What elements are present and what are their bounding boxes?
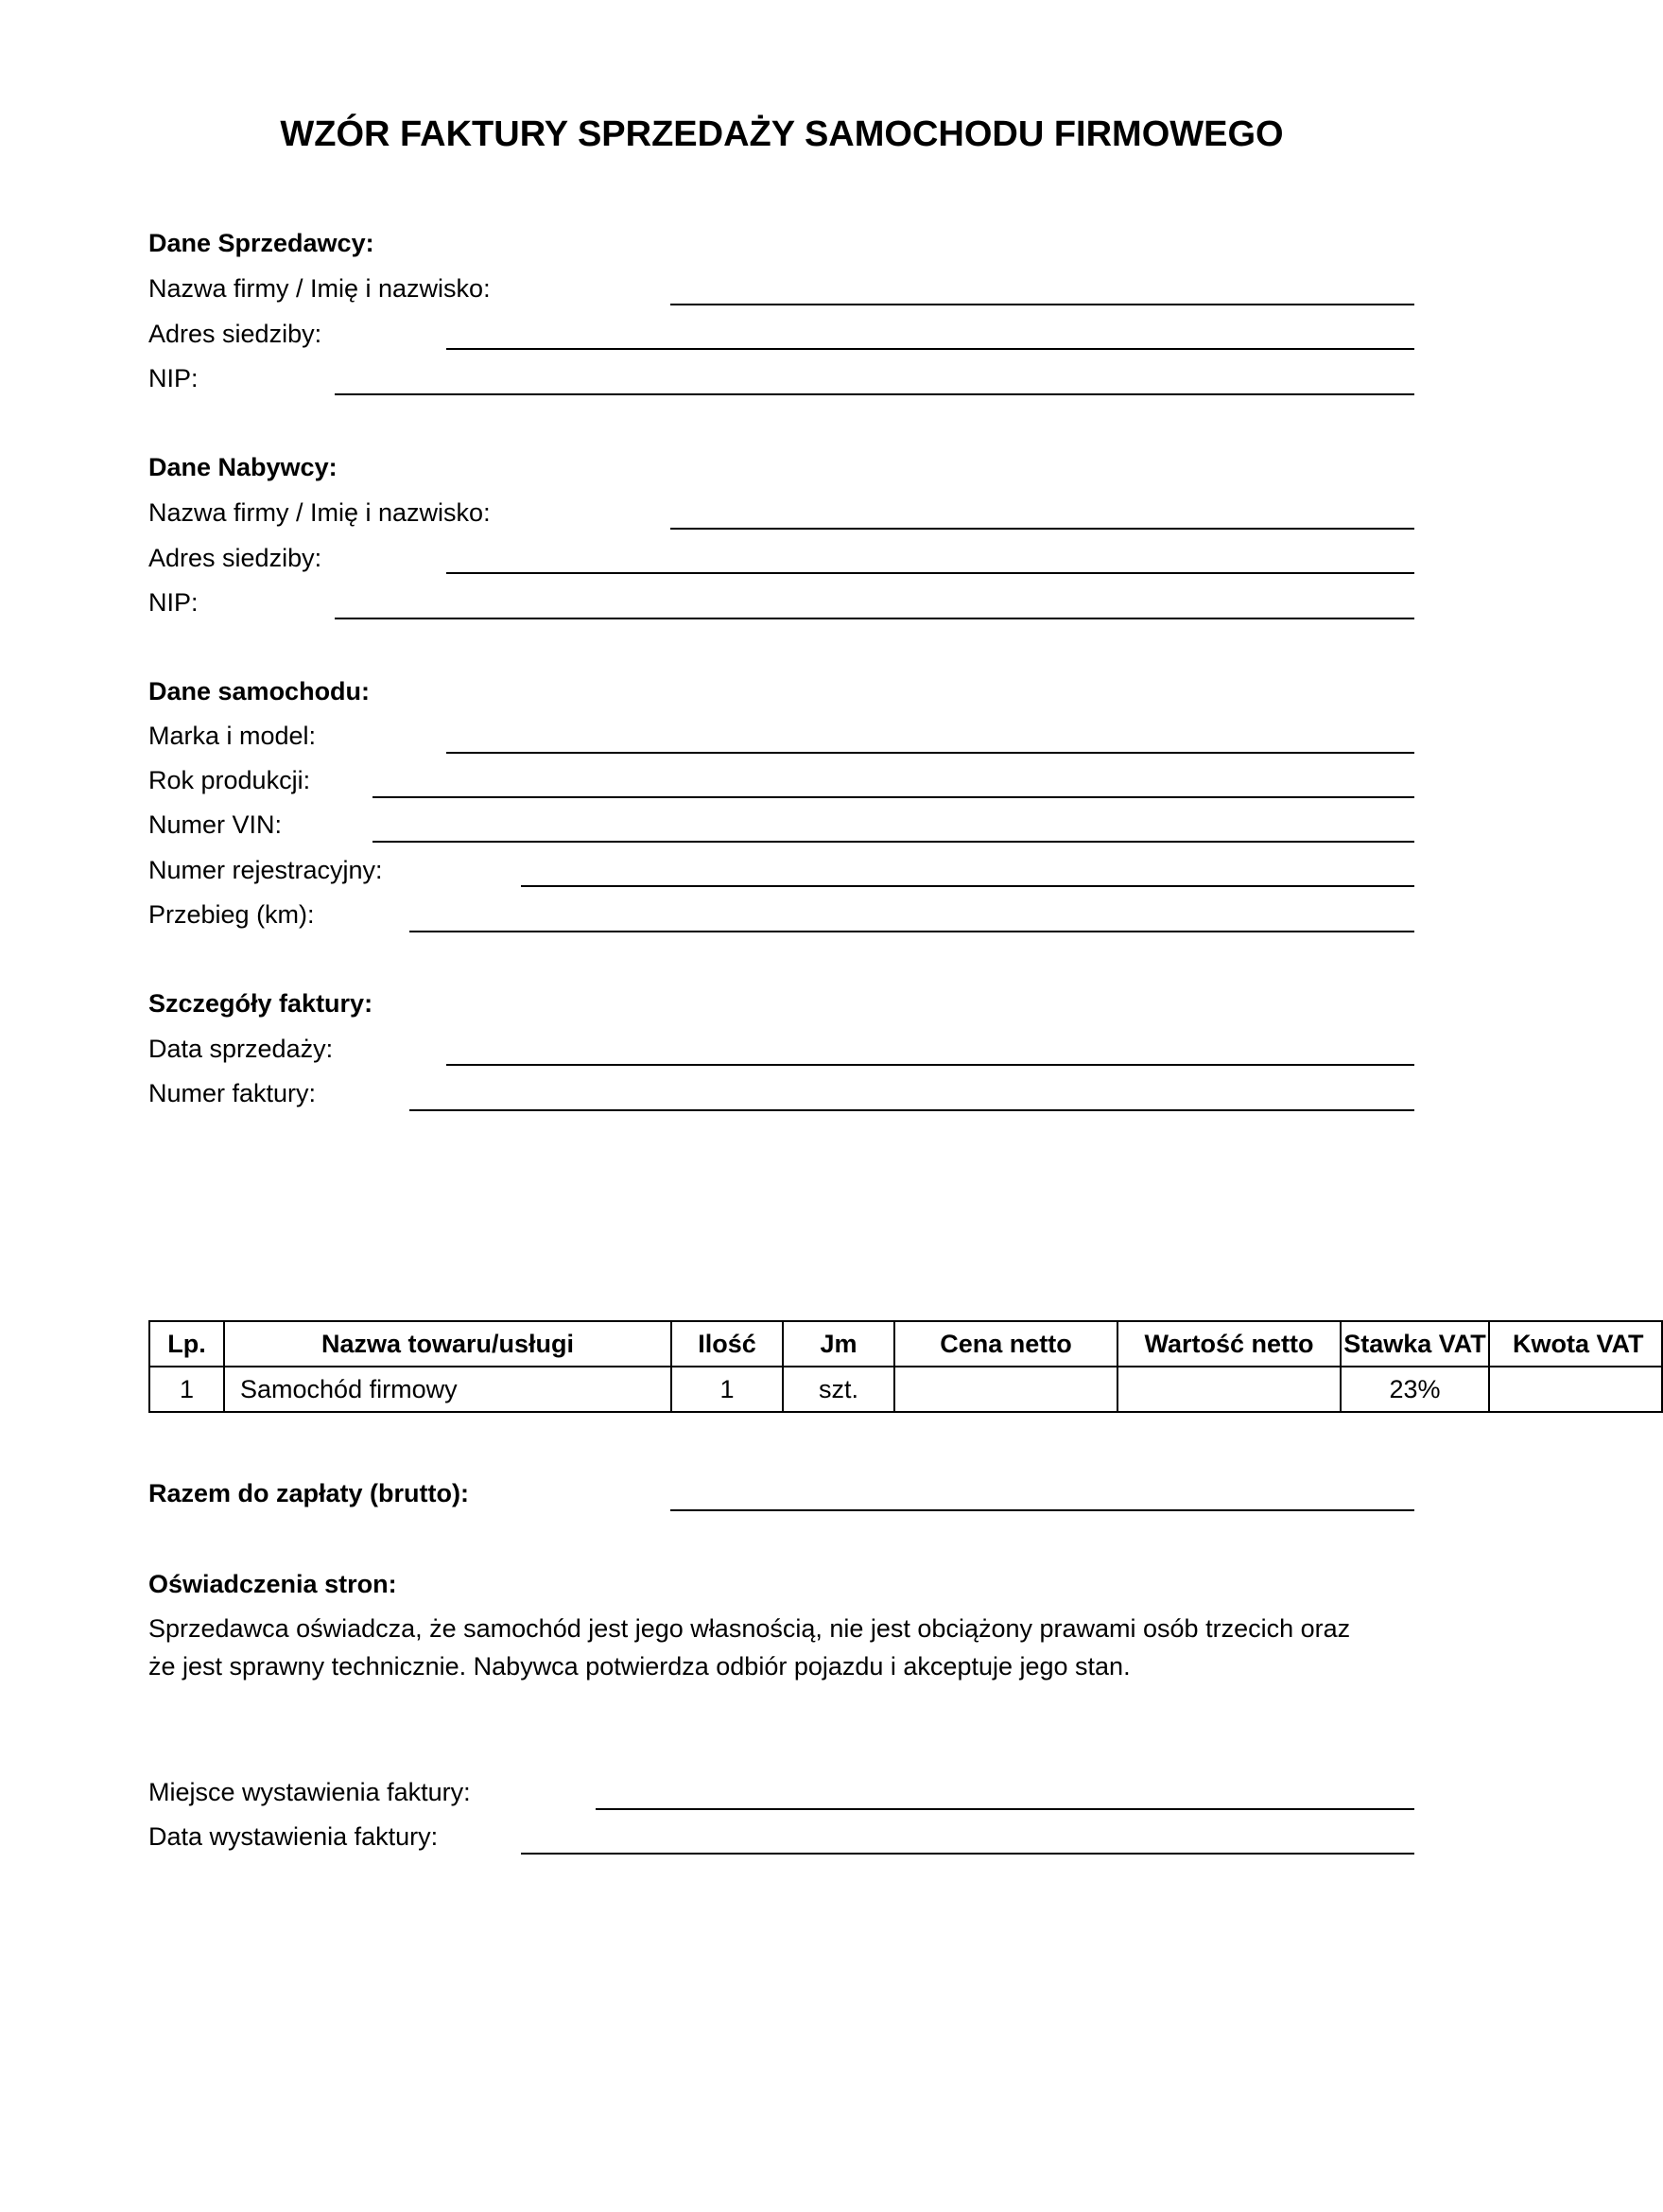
car-model-label: Marka i model: — [148, 722, 317, 750]
car-vin-label: Numer VIN: — [148, 810, 283, 839]
statements-line-1: Sprzedawca oświadcza, że samochód jest jego własnością, nie jest obciążony prawami osób trzecich oraz — [148, 1614, 1351, 1643]
seller-name-field[interactable] — [670, 304, 1414, 305]
invoice-number-field[interactable] — [409, 1109, 1414, 1111]
car-vin-field[interactable] — [372, 841, 1414, 843]
buyer-heading: Dane Nabywcy: — [148, 453, 338, 481]
col-header-vat-amount: Kwota VAT — [1489, 1321, 1662, 1367]
seller-heading: Dane Sprzedawcy: — [148, 229, 374, 257]
buyer-nip-field[interactable] — [335, 618, 1414, 619]
buyer-name-field[interactable] — [670, 528, 1414, 530]
issue-date-label: Data wystawienia faktury: — [148, 1822, 439, 1851]
seller-address-label: Adres siedziby: — [148, 320, 322, 348]
col-header-quantity: Ilość — [671, 1321, 783, 1367]
cell-name: Samochód firmowy — [224, 1367, 671, 1412]
statements-text — [148, 1610, 1434, 1685]
invoice-number-label: Numer faktury: — [148, 1079, 317, 1107]
car-year-field[interactable] — [372, 796, 1414, 798]
col-header-net-price: Cena netto — [894, 1321, 1117, 1367]
col-header-net-value: Wartość netto — [1117, 1321, 1341, 1367]
car-year-label: Rok produkcji: — [148, 766, 311, 794]
col-header-name: Nazwa towaru/usługi — [224, 1321, 671, 1367]
cell-vat-amount[interactable] — [1489, 1367, 1662, 1412]
seller-nip-label: NIP: — [148, 364, 199, 392]
buyer-address-label: Adres siedziby: — [148, 544, 322, 572]
col-header-lp: Lp. — [149, 1321, 224, 1367]
total-field[interactable] — [670, 1509, 1414, 1511]
car-model-field[interactable] — [446, 752, 1414, 754]
car-heading: Dane samochodu: — [148, 677, 371, 705]
car-mileage-label: Przebieg (km): — [148, 900, 315, 929]
issue-place-field[interactable] — [596, 1808, 1414, 1810]
car-registration-label: Numer rejestracyjny: — [148, 856, 383, 884]
cell-net-price[interactable] — [894, 1367, 1117, 1412]
statements-line-2: że jest sprawny technicznie. Nabywca potwierdza odbiór pojazdu i akceptuje jego stan. — [148, 1652, 1131, 1681]
buyer-nip-label: NIP: — [148, 588, 199, 617]
issue-place-label: Miejsce wystawienia faktury: — [148, 1778, 471, 1806]
table-header-row — [149, 1321, 1662, 1367]
invoice-heading: Szczegóły faktury: — [148, 989, 373, 1018]
seller-address-field[interactable] — [446, 348, 1414, 350]
sale-date-label: Data sprzedaży: — [148, 1035, 334, 1063]
cell-lp: 1 — [149, 1367, 224, 1412]
cell-vat-rate: 23% — [1341, 1367, 1489, 1412]
items-table — [148, 1320, 1663, 1413]
car-mileage-field[interactable] — [409, 931, 1414, 932]
table-row — [149, 1367, 1662, 1412]
page-title: WZÓR FAKTURY SPRZEDAŻY SAMOCHODU FIRMOWEGO — [280, 114, 1284, 154]
car-registration-field[interactable] — [521, 885, 1414, 887]
buyer-name-label: Nazwa firmy / Imię i nazwisko: — [148, 498, 491, 527]
cell-unit: szt. — [783, 1367, 894, 1412]
cell-net-value[interactable] — [1117, 1367, 1341, 1412]
seller-nip-field[interactable] — [335, 393, 1414, 395]
seller-name-label: Nazwa firmy / Imię i nazwisko: — [148, 274, 491, 303]
total-label: Razem do zapłaty (brutto): — [148, 1479, 470, 1507]
col-header-unit: Jm — [783, 1321, 894, 1367]
col-header-vat-rate: Stawka VAT — [1341, 1321, 1489, 1367]
sale-date-field[interactable] — [446, 1064, 1414, 1066]
issue-date-field[interactable] — [521, 1853, 1414, 1855]
statements-heading: Oświadczenia stron: — [148, 1570, 397, 1598]
cell-quantity: 1 — [671, 1367, 783, 1412]
buyer-address-field[interactable] — [446, 572, 1414, 574]
